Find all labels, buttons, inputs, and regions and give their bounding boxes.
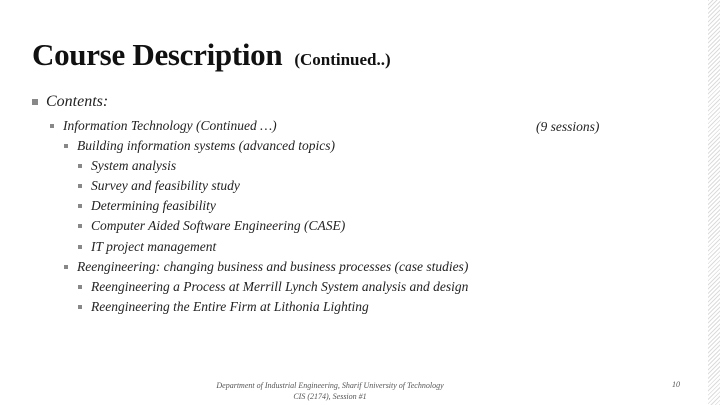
slide-title-main: Course Description [32,37,283,72]
list-item-label: Computer Aided Software Engineering (CASE) [91,218,346,233]
list-item-label: Survey and feasibility study [91,178,240,193]
subtopic-label: Building information systems (advanced topics) [77,138,335,153]
bullet-icon [78,204,82,208]
bullet-icon [32,99,38,105]
sessions-count: (9 sessions) [536,119,600,134]
list-item [78,178,240,194]
list-item-label: Determining feasibility [91,198,216,213]
slide-title [32,36,391,73]
topic-label: Information Technology (Continued …) [63,118,277,133]
list-item-label: System analysis [91,158,177,173]
topic-item [50,118,277,134]
list-item [78,158,176,174]
page-number: 10 [672,380,680,389]
bullet-icon [64,144,68,148]
bullet-icon [78,245,82,249]
contents-label: Contents: [46,93,109,110]
bullet-icon [78,285,82,289]
list-item [78,299,369,315]
bullet-icon [78,184,82,188]
bullet-icon [78,305,82,309]
bullet-icon [78,224,82,228]
list-item [78,239,216,255]
list-item-label: IT project management [91,239,217,254]
contents-item [32,93,108,111]
list-item-label: Reengineering the Entire Firm at Lithonia Lighting [91,299,369,314]
bullet-icon [64,265,68,269]
slide-title-suffix: (Continued..) [294,50,391,69]
subtopic-item [64,138,335,154]
slide-footer [180,380,480,402]
subtopic-label: Reengineering: changing business and business processes (case studies) [77,259,469,274]
list-item-label: Reengineering a Process at Merrill Lynch System analysis and design [91,279,469,294]
list-item [78,218,345,234]
list-item [78,279,468,295]
decorative-edge-hatch [708,0,720,405]
footer-institution: Department of Industrial Engineering, Sharif University of Technology [216,381,444,390]
bullet-icon [78,164,82,168]
bullet-icon [50,124,54,128]
list-item [78,198,216,214]
footer-course: CIS (2174), Session #1 [293,392,367,401]
subtopic-item [64,259,468,275]
